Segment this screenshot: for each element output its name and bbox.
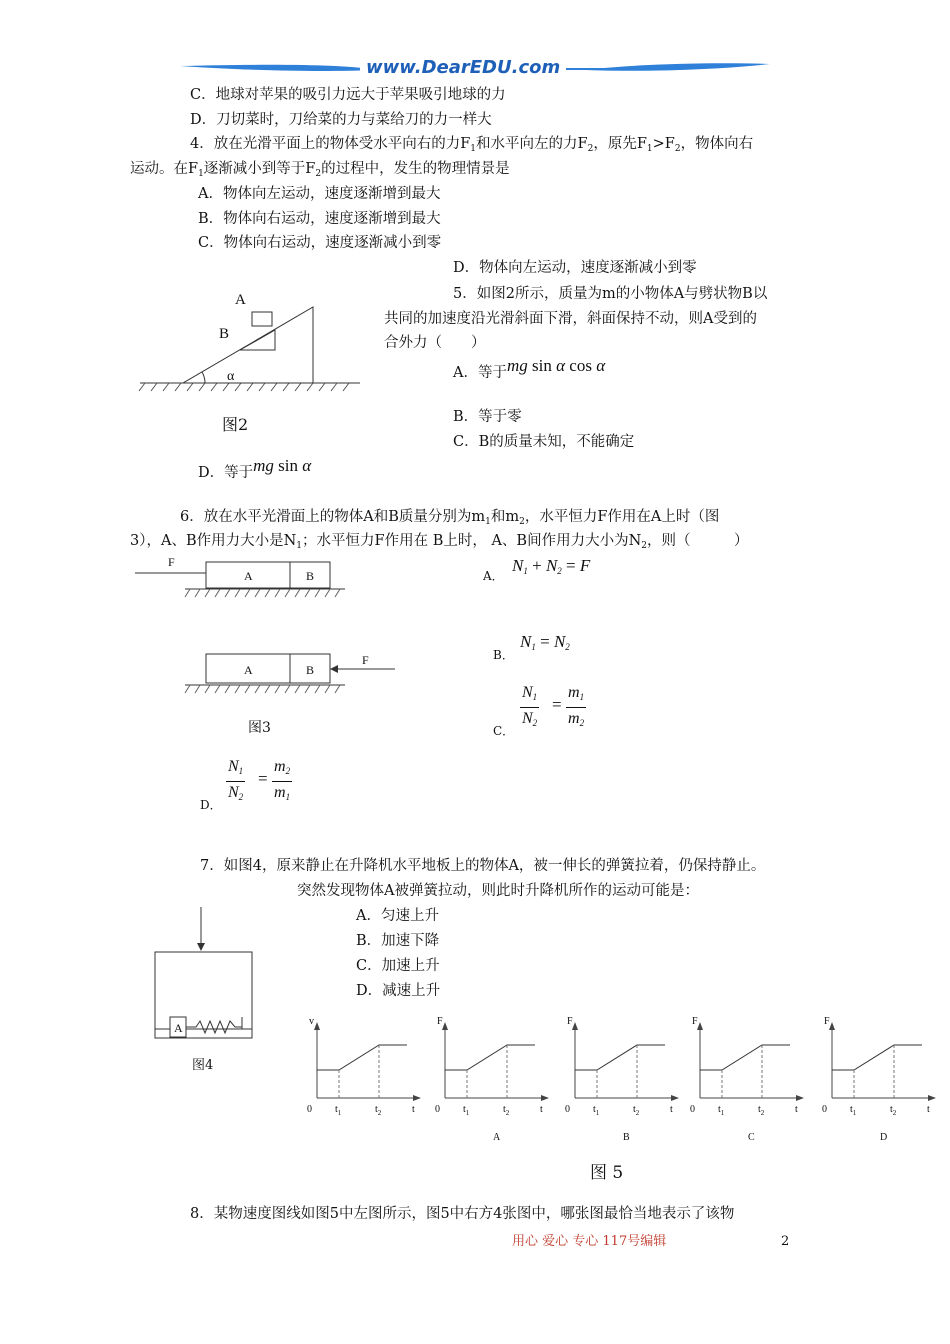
graph-line xyxy=(700,1045,790,1070)
graph-sublabel: C xyxy=(748,1132,755,1143)
graph-line xyxy=(832,1045,922,1070)
graph-line xyxy=(445,1045,535,1070)
figure-5-graphs xyxy=(295,1010,945,1150)
q6-option-d-lhs: $\frac{N_1}{N_2}$ xyxy=(228,758,244,802)
q7-stem-line2: 突然发现物体A被弹簧拉动，则此时升降机所作的运动可能是： xyxy=(297,883,699,899)
x-axis-arrow xyxy=(928,1095,936,1101)
q5-stem-line2: 共同的加速度沿光滑斜面下滑，斜面保持不动，则A受到的 xyxy=(384,311,757,327)
y-axis-arrow xyxy=(572,1022,578,1030)
y-axis-label: F xyxy=(824,1016,830,1027)
x-axis-arrow xyxy=(796,1095,804,1101)
angle-arc xyxy=(202,372,205,383)
arrow-head xyxy=(197,943,205,951)
t-axis-label: t xyxy=(670,1104,673,1115)
t1-label: $t_1$ xyxy=(463,1104,470,1117)
origin-label: 0 xyxy=(435,1104,440,1115)
force-label: F xyxy=(362,653,369,667)
label-alpha: α xyxy=(227,369,235,384)
q8-stem-line1: 8．某物速度图线如图5中左图所示，图5中右方4张图中，哪张图最恰当地表示了该物 xyxy=(190,1206,735,1222)
origin-label: 0 xyxy=(822,1104,827,1115)
spring xyxy=(186,1021,242,1033)
q5-option-b: B．等于零 xyxy=(453,409,522,425)
ground-hatch xyxy=(185,685,340,693)
block-a-label: A xyxy=(174,1021,183,1035)
q5-option-d: D．等于mg sin α xyxy=(198,456,312,481)
q4-option-c: C．物体向右运动，速度逐渐减小到零 xyxy=(198,235,442,251)
q5-option-a: A．等于mg sin α cos α xyxy=(453,356,606,381)
x-axis-arrow xyxy=(541,1095,549,1101)
force-arrow-head xyxy=(330,665,338,673)
origin-label: 0 xyxy=(690,1104,695,1115)
block-a-label: A xyxy=(244,569,253,583)
graph-sublabel: A xyxy=(493,1132,501,1143)
y-axis-arrow xyxy=(442,1022,448,1030)
t1-label: $t_1$ xyxy=(335,1104,342,1117)
q4-stem-line2: 运动。在$F_1$逐渐减小到等于$F_2$的过程中，发生的物理情景是 xyxy=(130,161,510,179)
banner-swoosh-left xyxy=(180,65,375,71)
graph-5 xyxy=(822,1016,936,1143)
q6-stem-line1: 6．放在水平光滑面上的物体A和B质量分别为$m_1$和$m_2$，水平恒力F作用在A上时（图 xyxy=(180,509,720,527)
figure-4-caption: 图4 xyxy=(192,1058,214,1073)
t1-label: $t_1$ xyxy=(593,1104,600,1117)
t-axis-label: t xyxy=(412,1104,415,1115)
figure-4-elevator xyxy=(150,905,260,1045)
x-axis-arrow xyxy=(671,1095,679,1101)
graph-sublabel: D xyxy=(880,1132,888,1143)
q3-option-c: C．地球对苹果的吸引力远大于苹果吸引地球的力 xyxy=(190,87,506,103)
q6-option-c-eq: = xyxy=(552,695,562,714)
y-axis-label: F xyxy=(567,1016,573,1027)
header-brand[interactable]: www.DearEDU.com xyxy=(360,58,566,78)
origin-label: 0 xyxy=(307,1104,312,1115)
footer-page-number: 2 xyxy=(781,1234,790,1249)
t-axis-label: t xyxy=(927,1104,930,1115)
t1-label: $t_1$ xyxy=(850,1104,857,1117)
q6-option-c-rhs: $\frac{m_1}{m_2}$ xyxy=(568,684,585,728)
ground-hatch xyxy=(185,589,340,597)
origin-label: 0 xyxy=(565,1104,570,1115)
block-b xyxy=(240,330,275,350)
t1-label: $t_1$ xyxy=(718,1104,725,1117)
q4-option-d: D．物体向左运动，速度逐渐减小到零 xyxy=(453,260,697,276)
force-label: F xyxy=(168,555,175,569)
y-axis-arrow xyxy=(314,1022,320,1030)
label-a: A xyxy=(235,292,246,308)
y-axis-label: v xyxy=(309,1016,314,1027)
y-axis-label: F xyxy=(437,1016,443,1027)
q6-option-a-formula: $N_1 + N_2 = F$ xyxy=(512,556,591,576)
q7-stem-line1: 7．如图4，原来静止在升降机水平地板上的物体A，被一伸长的弹簧拉着，仍保持静止。 xyxy=(200,858,766,874)
t2-label: $t_2$ xyxy=(375,1104,382,1117)
q6-option-b: B． xyxy=(493,648,514,662)
q6-option-b-formula: $N_1 = N_2$ xyxy=(520,632,570,652)
block-a-label: A xyxy=(244,663,253,677)
graph-3 xyxy=(565,1016,679,1143)
ground-hatch xyxy=(139,383,349,391)
q6-stem-line2: 3），A、B作用力大小是$N_1$；水平恒力F作用在 B上时， A、B间作用力大小为$N_2$，则（ ） xyxy=(130,533,749,551)
block-b-label: B xyxy=(306,569,315,583)
q6-option-d-eq: = xyxy=(258,769,268,788)
figure-3-caption: 图3 xyxy=(248,720,271,736)
q5-option-c: C．B的质量未知，不能确定 xyxy=(453,434,635,450)
q7-option-b: B．加速下降 xyxy=(356,933,440,949)
q7-option-d: D．减速上升 xyxy=(356,983,441,999)
t2-label: $t_2$ xyxy=(503,1104,510,1117)
figure-3-top xyxy=(130,553,360,603)
y-axis-arrow xyxy=(829,1022,835,1030)
q5-stem-line1: 5．如图2所示，质量为m的小物体A与劈状物B以 xyxy=(453,286,768,302)
graph-line xyxy=(317,1045,407,1070)
y-axis-label: F xyxy=(692,1016,698,1027)
graph-4 xyxy=(690,1016,804,1143)
graph-line xyxy=(575,1045,665,1070)
figure-2-incline xyxy=(135,285,365,405)
figure-2-caption: 图2 xyxy=(222,415,249,434)
q7-option-c: C．加速上升 xyxy=(356,958,440,974)
q6-option-d-rhs: $\frac{m_2}{m_1}$ xyxy=(274,758,291,802)
x-axis-arrow xyxy=(413,1095,421,1101)
q5-stem-line3: 合外力（ ） xyxy=(384,335,486,351)
q4-option-a: A．物体向左运动，速度逐渐增到最大 xyxy=(198,186,441,202)
q6-option-c-lhs: $\frac{N_1}{N_2}$ xyxy=(522,684,538,728)
t-axis-label: t xyxy=(795,1104,798,1115)
t2-label: $t_2$ xyxy=(890,1104,897,1117)
label-b: B xyxy=(219,326,230,342)
block-a xyxy=(252,312,272,326)
q6-option-a: A． xyxy=(483,569,504,583)
y-axis-arrow xyxy=(697,1022,703,1030)
t-axis-label: t xyxy=(540,1104,543,1115)
figure-5-caption: 图 5 xyxy=(590,1163,624,1183)
q6-option-d: D． xyxy=(200,798,222,812)
q4-option-b: B．物体向右运动，速度逐渐增到最大 xyxy=(198,211,441,227)
q3-option-d: D．刀切菜时，刀给菜的力与菜给刀的力一样大 xyxy=(190,112,492,128)
q7-option-a: A．匀速上升 xyxy=(356,908,439,924)
figure-3-bottom xyxy=(130,649,410,699)
footer-credit: 用心 爱心 专心 117号编辑 xyxy=(512,1234,667,1249)
t2-label: $t_2$ xyxy=(633,1104,640,1117)
block-b-label: B xyxy=(306,663,315,677)
q4-stem-line1: 4．放在光滑平面上的物体受水平向右的力$F_1$和水平向左的力$F_2$，原先$F_1>F_2$，物体向右 xyxy=(190,136,754,154)
t2-label: $t_2$ xyxy=(758,1104,765,1117)
graph-2 xyxy=(435,1016,549,1143)
graph-1 xyxy=(307,1016,421,1117)
q6-option-c: C． xyxy=(493,724,515,738)
graph-sublabel: B xyxy=(623,1132,630,1143)
